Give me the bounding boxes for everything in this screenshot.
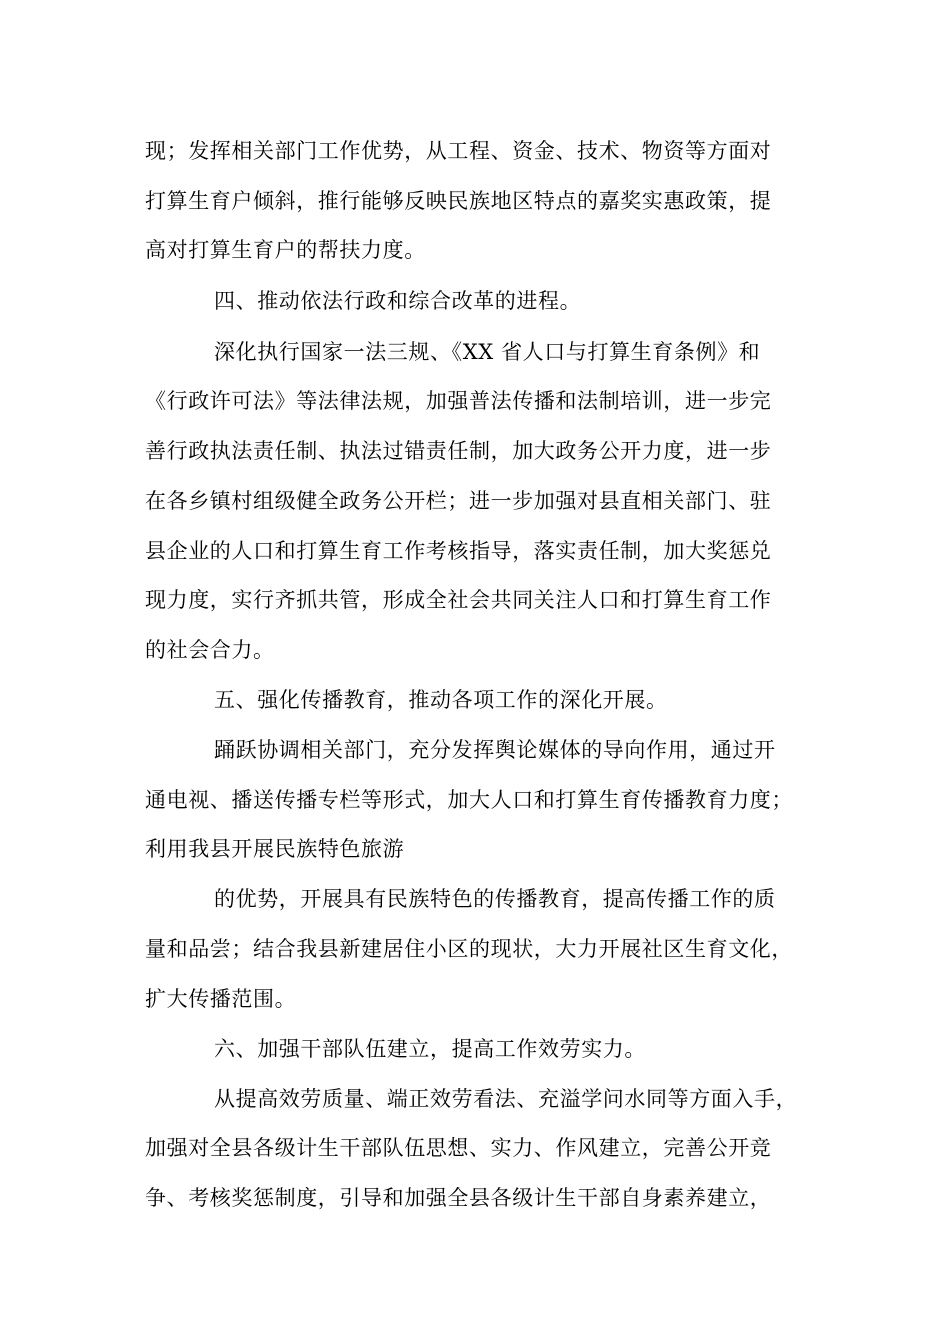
body-text-line: 的优势，开展具有民族特色的传播教育，提高传播工作的质 <box>214 887 776 911</box>
section-heading-6: 六、加强干部队伍建立，提高工作效劳实力。 <box>214 1037 646 1061</box>
section-heading-5: 五、强化传播教育，推动各项工作的深化开展。 <box>214 688 668 712</box>
body-text-line: 在各乡镇村组级健全政务公开栏；进一步加强对县直相关部门、驻 <box>145 489 772 513</box>
body-text-line: 打算生育户倾斜，推行能够反映民族地区特点的嘉奖实惠政策，提 <box>145 189 772 213</box>
body-text-line: 通电视、播送传播专栏等形式，加大人口和打算生育传播教育力度； <box>145 788 793 812</box>
body-text-line: 扩大传播范围。 <box>145 987 297 1011</box>
body-text-line: 高对打算生育户的帮扶力度。 <box>145 238 426 262</box>
body-text-line: 深化执行国家一法三规、《XX 省人口与打算生育条例》和 <box>214 340 761 364</box>
section-heading-4: 四、推动依法行政和综合改革的进程。 <box>214 289 582 313</box>
body-text-line: 加强对全县各级计生干部队伍思想、实力、作风建立，完善公开竞 <box>145 1136 772 1160</box>
body-text-line: 争、考核奖惩制度，引导和加强全县各级计生干部自身素养建立， <box>145 1186 772 1210</box>
body-text-line: 的社会合力。 <box>145 638 275 662</box>
body-text-line: 善行政执法责任制、执法过错责任制，加大政务公开力度，进一步 <box>145 439 772 463</box>
body-text-line: 踊跃协调相关部门，充分发挥舆论媒体的导向作用，通过开 <box>214 738 776 762</box>
body-text-line: 县企业的人口和打算生育工作考核指导，落实责任制，加大奖惩兑 <box>145 539 772 563</box>
body-text-line: 利用我县开展民族特色旅游 <box>145 837 405 861</box>
body-text-line: 量和品尝；结合我县新建居住小区的现状，大力开展社区生育文化， <box>145 937 793 961</box>
body-text-line: 《行政许可法》等法律法规，加强普法传播和法制培训，进一步完 <box>145 389 772 413</box>
body-text-line: 现力度，实行齐抓共管，形成全社会共同关注人口和打算生育工作 <box>145 588 772 612</box>
body-text-line: 从提高效劳质量、端正效劳看法、充溢学问水同等方面入手， <box>214 1087 798 1111</box>
body-text-line: 现；发挥相关部门工作优势，从工程、资金、技术、物资等方面对 <box>145 139 772 163</box>
